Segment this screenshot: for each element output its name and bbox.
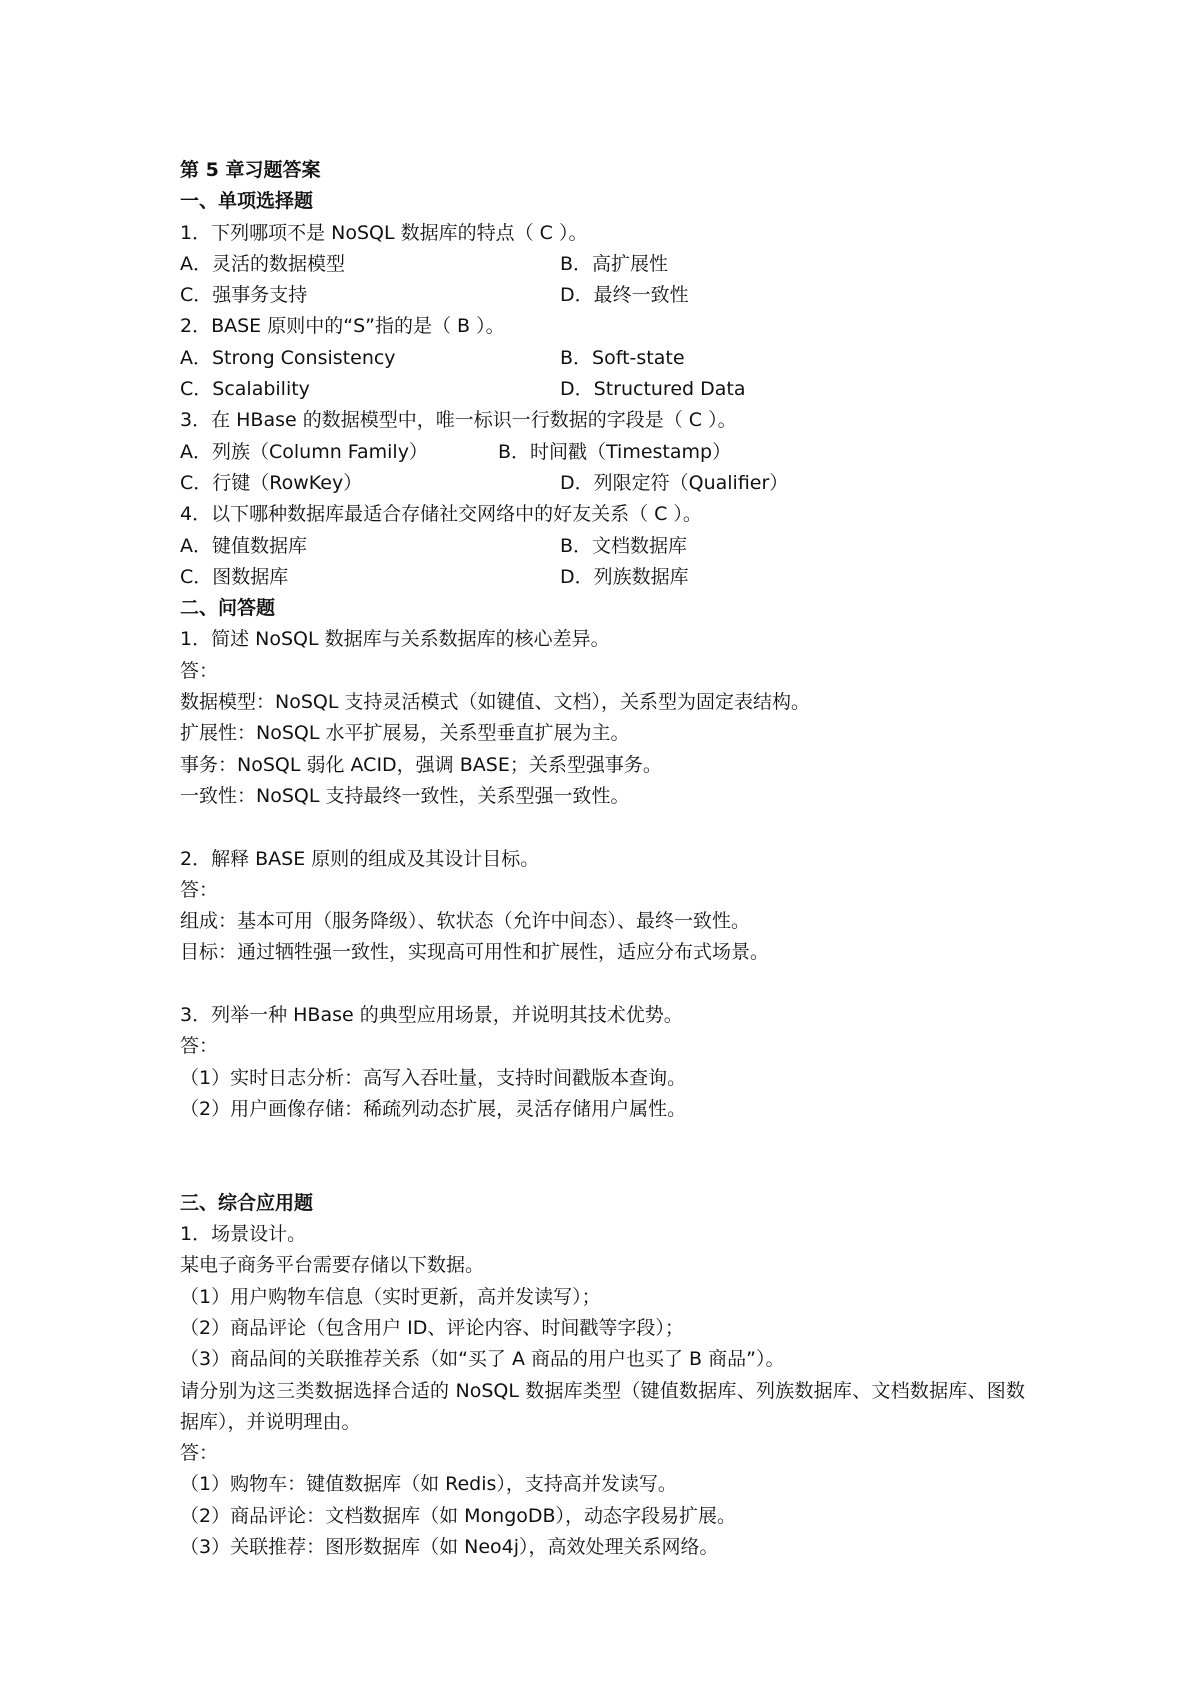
s2-q1-answer-line: 事务：NoSQL 弱化 ACID，强调 BASE；关系型强事务。 xyxy=(180,753,662,776)
q3-options-row1 xyxy=(180,437,1040,468)
section2-heading: 二、问答题 xyxy=(180,597,276,620)
s2-q3-answer-line: （1）实时日志分析：高写入吞吐量，支持时间戳版本查询。 xyxy=(180,1066,687,1089)
q2-option-d: D．Structured Data xyxy=(560,378,746,401)
s2-q3-stem: 3．列举一种 HBase 的典型应用场景，并说明其技术优势。 xyxy=(180,1004,683,1027)
q2-option-a: A．Strong Consistency xyxy=(180,346,396,369)
s2-q3-answer-line: （2）用户画像存储：稀疏列动态扩展，灵活存储用户属性。 xyxy=(180,1097,687,1120)
q2-option-c: C．Scalability xyxy=(180,378,310,401)
q3-option-c: C．行键（RowKey） xyxy=(180,471,363,494)
q2-option-b: B．Soft-state xyxy=(560,346,685,369)
s2-q2-answer-line: 目标：通过牺牲强一致性，实现高可用性和扩展性，适应分布式场景。 xyxy=(180,941,770,964)
s3-q1-item: （1）用户购物车信息（实时更新，高并发读写）； xyxy=(180,1285,601,1308)
q4-option-a: A．键值数据库 xyxy=(180,534,307,557)
q1-option-a: A．灵活的数据模型 xyxy=(180,252,345,275)
spacer xyxy=(180,1125,1040,1188)
q1-options-row2 xyxy=(180,280,1040,311)
q4-stem: 4．以下哪种数据库最适合存储社交网络中的好友关系（ C ）。 xyxy=(180,503,702,526)
q1-option-b: B．高扩展性 xyxy=(560,252,669,275)
s2-q2-stem: 2．解释 BASE 原则的组成及其设计目标。 xyxy=(180,847,540,870)
q2-options-row2 xyxy=(180,374,1040,405)
s3-q1-answer-line: （1）购物车：键值数据库（如 Redis），支持高并发读写。 xyxy=(180,1473,677,1496)
s3-q1-request: 请分别为这三类数据选择合适的 NoSQL 数据库类型（键值数据库、列族数据库、文档数据库、图数据库），并说明理由。 xyxy=(180,1379,1025,1433)
q3-option-a: A．列族（Column Family） xyxy=(180,440,428,463)
s2-q1-stem: 1．简述 NoSQL 数据库与关系数据库的核心差异。 xyxy=(180,628,610,651)
s2-q1-answer-line: 扩展性：NoSQL 水平扩展易，关系型垂直扩展为主。 xyxy=(180,722,630,745)
s3-q1-stem: 1．场景设计。 xyxy=(180,1223,307,1246)
q3-option-b: B．时间戳（Timestamp） xyxy=(498,440,732,463)
q3-stem: 3．在 HBase 的数据模型中，唯一标识一行数据的字段是（ C ）。 xyxy=(180,409,737,432)
s2-q1-answer-label: 答： xyxy=(180,659,219,682)
q4-option-b: B．文档数据库 xyxy=(560,534,688,557)
s3-q1-answer-label: 答： xyxy=(180,1442,219,1465)
chapter-title: 第 5 章习题答案 xyxy=(180,159,321,181)
document-page xyxy=(180,155,1040,1563)
q2-stem: 2．BASE 原则中的“S”指的是（ B ）。 xyxy=(180,315,505,338)
q1-options-row1 xyxy=(180,249,1040,280)
s2-q1-answer-line: 一致性：NoSQL 支持最终一致性，关系型强一致性。 xyxy=(180,784,630,807)
q4-option-d: D．列族数据库 xyxy=(560,565,689,588)
section1-heading: 一、单项选择题 xyxy=(180,190,314,213)
q1-option-c: C．强事务支持 xyxy=(180,284,308,307)
s2-q2-answer-label: 答： xyxy=(180,878,219,901)
s3-q1-item: （3）商品间的关联推荐关系（如“买了 A 商品的用户也买了 B 商品”）。 xyxy=(180,1348,785,1371)
q1-stem: 1．下列哪项不是 NoSQL 数据库的特点（ C ）。 xyxy=(180,221,588,244)
s2-q1-answer-line: 数据模型：NoSQL 支持灵活模式（如键值、文档），关系型为固定表结构。 xyxy=(180,691,810,714)
spacer xyxy=(180,969,1040,1000)
s2-q3-answer-label: 答： xyxy=(180,1035,219,1058)
q4-options-row2 xyxy=(180,562,1040,593)
q3-options-row2 xyxy=(180,468,1040,499)
s3-q1-answer-line: （3）关联推荐：图形数据库（如 Neo4j），高效处理关系网络。 xyxy=(180,1536,719,1559)
q2-options-row1 xyxy=(180,343,1040,374)
s3-q1-answer-line: （2）商品评论：文档数据库（如 MongoDB），动态字段易扩展。 xyxy=(180,1504,737,1527)
section3-heading: 三、综合应用题 xyxy=(180,1191,314,1214)
q1-option-d: D．最终一致性 xyxy=(560,284,689,307)
s3-q1-item: （2）商品评论（包含用户 ID、评论内容、时间戳等字段）； xyxy=(180,1316,684,1339)
s3-q1-intro: 某电子商务平台需要存储以下数据。 xyxy=(180,1254,485,1277)
spacer xyxy=(180,812,1040,843)
q3-option-d: D．列限定符（Qualifier） xyxy=(560,471,789,494)
q4-options-row1 xyxy=(180,531,1040,562)
s2-q2-answer-line: 组成：基本可用（服务降级）、软状态（允许中间态）、最终一致性。 xyxy=(180,910,751,933)
q4-option-c: C．图数据库 xyxy=(180,565,289,588)
